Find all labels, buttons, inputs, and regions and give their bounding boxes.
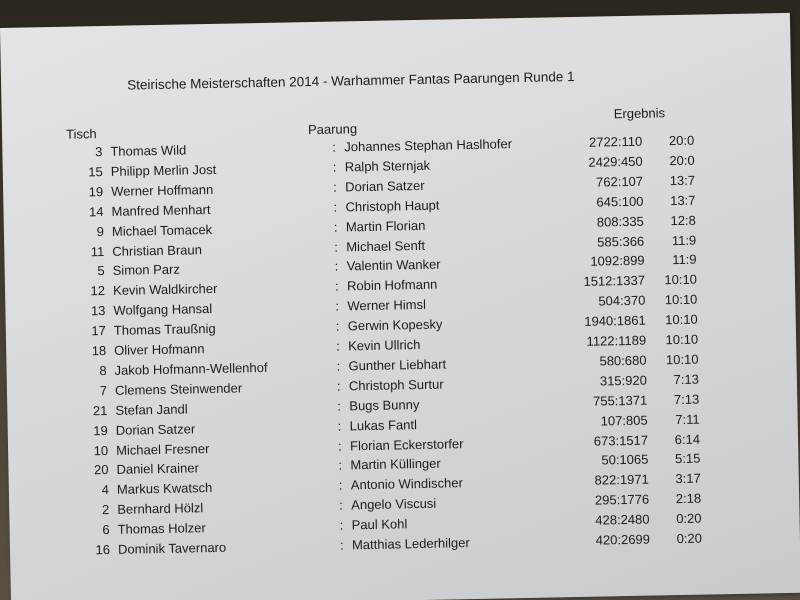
table-number: 7 [99,382,108,398]
player-1-name: Markus Kwatsch [116,480,213,498]
pairing-separator: : [332,179,337,195]
points: 10:10 [665,311,698,328]
player-1-name: Stefan Jandl [115,401,188,418]
pairing-separator: : [339,537,344,553]
points: 6:14 [674,431,701,447]
score: 673:1517 [593,432,649,449]
score: 645:100 [596,193,644,210]
points: 5:15 [674,451,701,467]
points: 10:10 [664,271,698,288]
player-2-name: Angelo Viscusi [351,495,437,513]
player-2-name: Christoph Surtur [348,376,444,394]
pairing-separator: : [334,258,339,275]
pairing-separator: : [339,497,343,513]
table-number: 15 [88,163,103,180]
score: 504:370 [598,292,646,309]
points: 0:20 [676,530,703,547]
table-number: 10 [93,442,109,458]
score: 585:366 [597,233,645,250]
points: 7:11 [675,411,700,427]
pairing-separator: : [338,457,343,473]
pairing-separator: : [332,139,337,155]
pairing-separator: : [336,378,341,394]
player-1-name: Thomas Holzer [117,520,206,537]
pairing-separator: : [333,219,338,235]
pairing-separator: : [339,517,344,533]
player-1-name: Dorian Satzer [115,420,196,438]
player-2-name: Werner Himsl [347,297,427,314]
points: 13:7 [669,192,696,208]
score: 428:2480 [595,511,650,528]
score: 1092:899 [590,253,645,270]
points: 7:13 [673,391,700,407]
player-1-name: Wolfgang Hansal [113,301,213,319]
points: 10:10 [664,291,698,308]
points: 13:7 [669,172,696,188]
score: 580:680 [599,352,647,369]
player-2-name: Gunther Liebhart [348,356,447,374]
points: 7:13 [673,371,700,387]
points: 0:20 [676,510,702,527]
player-2-name: Bugs Bunny [349,396,420,414]
paper-sheet [0,13,800,600]
player-1-name: Michael Fresner [115,440,210,458]
pairing-separator: : [337,438,342,454]
table-number: 19 [88,183,104,200]
player-2-name: Matthias Lederhilger [351,535,470,553]
player-1-name: Werner Hoffmann [111,181,214,199]
player-2-name: Johannes Stephan Haslhofer [344,136,513,155]
score: 1940:1861 [584,312,646,329]
player-2-name: Kevin Ullrich [348,336,421,354]
score: 2429:450 [588,153,643,170]
player-1-name: Philipp Merlin Jost [110,161,217,179]
player-2-name: Valentin Wanker [346,256,441,274]
pairing-separator: : [334,278,339,294]
document-title: Steirische Meisterschaften 2014 - Warhammer Fantas Paarungen Runde 1 [126,68,575,93]
points: 10:10 [665,331,699,348]
player-1-name: Daniel Krainer [116,460,200,478]
points: 2:18 [675,490,702,507]
score: 315:920 [599,372,648,389]
table-number: 17 [91,323,106,339]
player-2-name: Paul Kohl [351,516,408,533]
points: 10:10 [665,351,699,368]
player-2-name: Michael Senft [346,237,426,254]
score: 755:1371 [592,392,648,409]
player-1-name: Thomas Traußnig [113,321,216,338]
table-number: 18 [91,343,107,359]
player-1-name: Dominik Tavernaro [117,539,227,557]
table-number: 13 [90,303,106,319]
table-number: 2 [101,502,110,518]
player-2-name: Lukas Fantl [349,416,418,433]
pairing-separator: : [332,159,337,175]
pairing-separator: : [337,418,342,434]
table-number: 21 [92,402,108,418]
player-1-name: Christian Braun [112,241,203,259]
player-2-name: Martin Florian [345,217,426,234]
table-number: 6 [102,522,110,538]
player-2-name: Gerwin Kopesky [347,316,443,334]
pairing-separator: : [336,358,341,374]
points: 11:9 [672,252,697,268]
pairing-separator: : [333,199,338,215]
player-2-name: Florian Eckerstorfer [349,435,464,453]
pairing-separator: : [335,298,340,314]
score: 2722:110 [588,133,643,150]
score: 420:2699 [595,531,651,548]
table-number: 8 [99,362,107,379]
table-number: 12 [90,283,106,299]
score: 762:107 [595,173,644,190]
header-table: Tisch [65,126,97,142]
points: 11:9 [671,232,697,248]
table-number: 3 [95,144,103,160]
points: 12:8 [670,212,696,228]
player-1-name: Michael Tomacek [111,221,213,239]
header-result: Ergebnis [613,105,666,122]
pairing-separator: : [335,318,340,334]
score: 295:1776 [594,491,650,508]
player-1-name: Bernhard Hölzl [117,500,204,518]
table-number: 16 [95,541,111,558]
player-2-name: Dorian Satzer [344,177,425,195]
score: 822:1971 [594,471,649,488]
player-1-name: Jakob Hofmann-Wellenhof [114,359,268,378]
table-number: 4 [101,482,110,498]
pairing-separator: : [338,477,343,493]
player-1-name: Manfred Menhart [111,201,211,219]
pairing-separator: : [337,398,342,414]
points: 3:17 [675,470,701,487]
player-2-name: Ralph Sternjak [344,157,431,175]
table-number: 5 [97,263,105,279]
score: 1122:1189 [586,332,647,349]
score: 50:1065 [601,452,649,468]
player-1-name: Clemens Steinwender [114,380,243,398]
table-number: 14 [88,203,104,220]
player-1-name: Simon Parz [112,261,181,279]
player-1-name: Kevin Waldkircher [112,281,218,299]
header-pairing: Paarung [307,121,358,138]
player-2-name: Robin Hofmann [346,276,438,294]
table-number: 20 [93,462,109,478]
player-2-name: Martin Küllinger [350,456,441,473]
points: 20:0 [668,132,695,149]
player-2-name: Antonio Windischer [350,475,463,493]
player-1-name: Thomas Wild [110,142,187,159]
score: 107:805 [600,412,648,429]
score: 1512:1337 [583,272,646,290]
table-number: 19 [93,422,108,438]
pairing-separator: : [334,239,339,255]
score: 808:335 [596,213,644,230]
pairing-separator: : [336,338,340,354]
player-1-name: Oliver Hofmann [114,341,205,358]
table-number: 9 [96,223,105,239]
points: 20:0 [669,152,695,169]
player-2-name: Christoph Haupt [345,197,440,215]
table-number: 11 [90,243,105,259]
